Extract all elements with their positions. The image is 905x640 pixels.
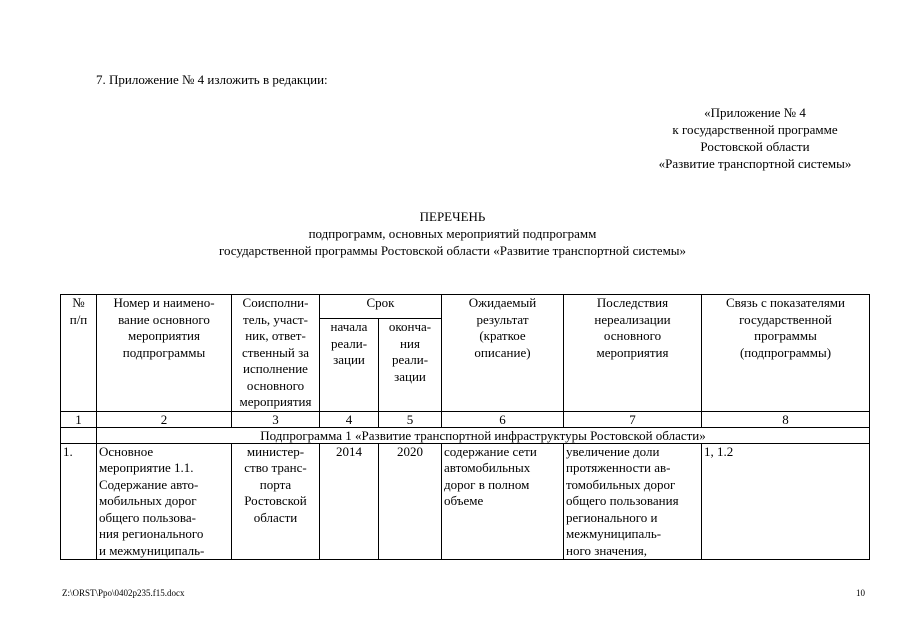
column-number-row [61, 411, 870, 427]
document-heading [0, 208, 905, 259]
row-num: 1. [61, 443, 97, 559]
footer-file-path: Z:\ORST\Ppo\0402p235.f15.docx [62, 588, 185, 598]
page-number: 10 [856, 588, 865, 598]
header-start: начала реали- зации [320, 319, 379, 411]
measures-table [60, 294, 870, 560]
intro-text: 7. Приложение № 4 изложить в редакции: [96, 72, 328, 87]
header-name: Номер и наимено- вание основного мероприятия подпрограммы [97, 295, 232, 412]
heading-title: ПЕРЕЧЕНЬ [419, 209, 486, 224]
header-link: Связь с показателями государственной программы (подпрограммы) [702, 295, 870, 412]
appendix-line: «Приложение № 4 [704, 105, 806, 120]
header-result: Ожидаемый результат (краткое описание) [442, 295, 564, 412]
row-end: 2020 [379, 443, 442, 559]
header-executor: Соисполни- тель, участ- ник, ответ- ственный за исполнение основного мероприятия [232, 295, 320, 412]
column-number: 1 [61, 411, 97, 427]
column-number: 3 [232, 411, 320, 427]
row-start: 2014 [320, 443, 379, 559]
subprogram-row [61, 427, 870, 443]
appendix-line: к государственной программе [672, 122, 838, 137]
column-number: 5 [379, 411, 442, 427]
header-num: № п/п [61, 295, 97, 412]
row-result: содержание сети автомобильных дорог в полном объеме [442, 443, 564, 559]
subprogram-empty-cell [61, 427, 97, 443]
header-end: оконча- ния реали- зации [379, 319, 442, 411]
row-name: Основное мероприятие 1.1. Содержание авто- мобильных дорог общего пользова- ния регионального и межмуниципаль- [97, 443, 232, 559]
appendix-line: «Развитие транспортной системы» [658, 156, 852, 171]
header-consequences: Последствия нереализации основного мероприятия [564, 295, 702, 412]
subprogram-title: Подпрограмма 1 «Развитие транспортной инфраструктуры Ростовской области» [97, 427, 870, 443]
column-number: 4 [320, 411, 379, 427]
column-number: 6 [442, 411, 564, 427]
row-consequences: увеличение доли протяженности ав- томобильных дорог общего пользования регионального и межмуниципаль- ного значения, [564, 443, 702, 559]
table-header-row [61, 295, 870, 319]
column-number: 7 [564, 411, 702, 427]
row-executor: министер- ство транс- порта Ростовской области [232, 443, 320, 559]
appendix-header [600, 104, 905, 172]
column-number: 8 [702, 411, 870, 427]
header-term: Срок [320, 295, 442, 319]
table-row [61, 443, 870, 559]
heading-line: подпрограмм, основных мероприятий подпрограмм [308, 226, 597, 241]
heading-line: государственной программы Ростовской области «Развитие транспортной системы» [218, 243, 687, 258]
appendix-line: Ростовской области [700, 139, 810, 154]
column-number: 2 [97, 411, 232, 427]
row-link: 1, 1.2 [702, 443, 870, 559]
